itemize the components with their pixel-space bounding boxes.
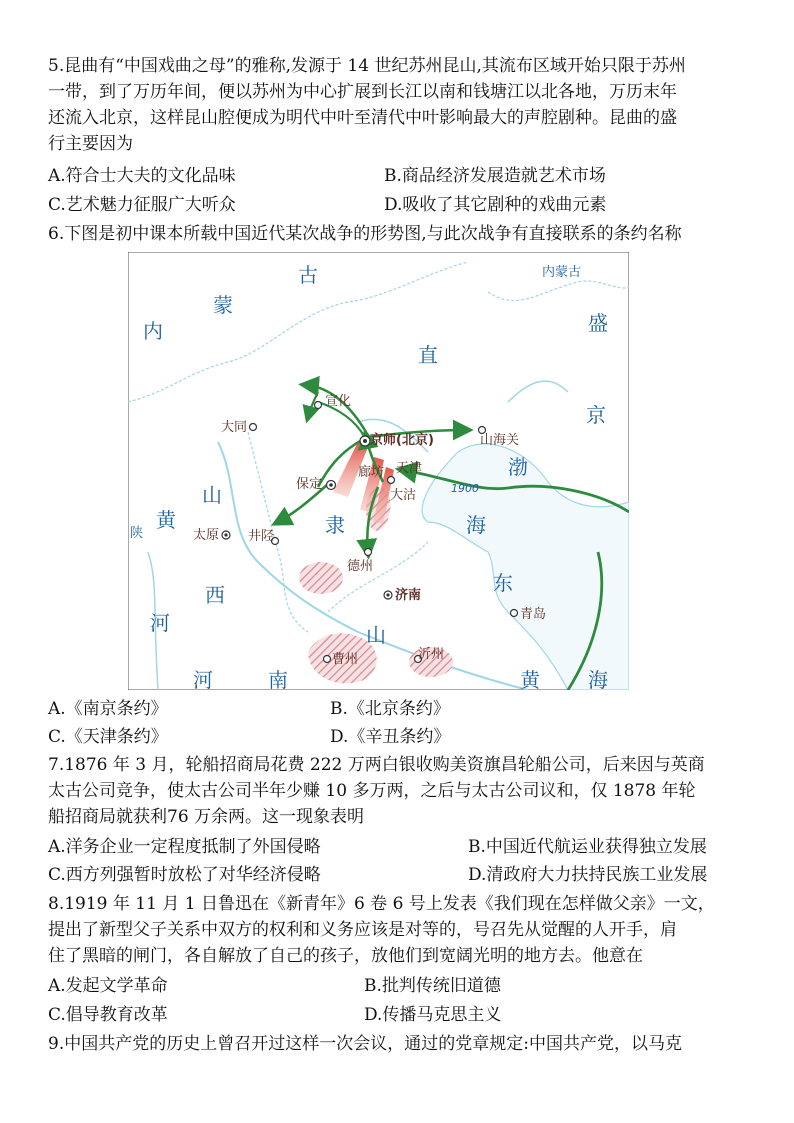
q8-option-b: B.批判传统旧道德 <box>364 976 501 996</box>
q7-line-1: 7.1876 年 3 月，轮船招商局花费 222 万两白银收购美资旗昌轮船公司，后来因与英商 <box>48 755 705 775</box>
region-label-neimenggu: 内蒙古 <box>542 265 582 280</box>
q7-option-d: D.清政府大力扶持民族工业发展 <box>468 865 708 885</box>
city-label-shanhaiguan: 山海关 <box>480 433 520 448</box>
region-label-bo: 渤 <box>508 455 528 479</box>
city-label-taiyuan: 太原 <box>193 528 220 543</box>
q7-option-a: A.洋务企业一定程度抵制了外国侵略 <box>48 837 321 857</box>
region-label-gu: 古 <box>298 263 318 287</box>
region-label-sheng: 盛 <box>588 311 608 335</box>
region-label-huanghai-hai: 海 <box>588 668 608 690</box>
route-year-label: 1900 <box>451 482 479 495</box>
q8-line-1: 8.1919 年 11 月 1 日鲁迅在《新青年》6 卷 6 号上发表《我们现在怎样做父亲》一文， <box>48 894 715 914</box>
city-label-caozhou: 曹州 <box>332 652 359 667</box>
q7-option-b: B.中国近代航运业获得独立发展 <box>468 837 707 857</box>
region-label-li: 隶 <box>325 513 345 537</box>
region-label-meng: 蒙 <box>213 293 233 317</box>
region-label-shandong-shan: 山 <box>366 623 386 647</box>
region-label-shan: 山 <box>202 483 222 507</box>
q7-line-2: 太古公司竞争，使太古公司半年少赚 10 多万两，之后与太古公司议和，仅 1878 年轮 <box>48 781 696 801</box>
region-label-nan: 南 <box>268 668 288 690</box>
war-situation-map <box>128 252 629 690</box>
city-label-jingshi: 京师(北京) <box>370 433 434 448</box>
q8-option-c: C.倡导教育改革 <box>48 1005 168 1025</box>
q8-line-3: 住了黑暗的闸门，各自解放了自己的孩子，放他们到宽阔光明的地方去。他意在 <box>48 946 643 966</box>
q8-option-d: D.传播马克思主义 <box>364 1005 502 1025</box>
region-label-he-river: 河 <box>150 611 170 635</box>
city-label-qingdao: 青岛 <box>520 607 547 622</box>
q6-option-d: D.《辛丑条约》 <box>330 727 451 747</box>
region-label-hai: 海 <box>466 513 486 537</box>
q5-line-2: 一带，到了万历年间，便以苏州为中心扩展到长江以南和钱塘江以北各地，万历末年 <box>48 82 677 102</box>
region-label-xi: 西 <box>205 583 225 607</box>
city-marker-xuanhua <box>315 402 322 409</box>
region-label-jing: 京 <box>586 403 606 427</box>
region-label-huanghai-huang: 黄 <box>520 668 540 690</box>
q7-option-c: C.西方列强暂时放松了对华经济侵略 <box>48 865 321 885</box>
q9-line-1: 9.中国共产党的历史上曾召开过这样一次会议，通过的党章规定:中国共产党，以马克 <box>48 1034 682 1054</box>
q6-option-b: B.《北京条约》 <box>330 699 450 719</box>
region-label-nei: 内 <box>143 319 163 343</box>
region-label-shaan: 陕 <box>130 526 144 541</box>
city-label-dagu: 大沽 <box>390 488 417 503</box>
q5-option-d: D.吸收了其它剧种的戏曲元素 <box>384 195 607 215</box>
city-label-xuanhua: 宣化 <box>325 394 352 409</box>
q5-option-a: A.符合士大夫的文化品味 <box>48 166 236 186</box>
region-label-huang: 黄 <box>156 508 176 532</box>
city-label-dezhou: 德州 <box>347 559 374 574</box>
region-label-zhi: 直 <box>418 343 438 367</box>
q6-option-a: A.《南京条约》 <box>48 699 168 719</box>
q5-line-4: 行主要因为 <box>48 134 133 154</box>
q5-option-c: C.艺术魅力征服广大听众 <box>48 195 236 215</box>
q5-line-3: 还流入北京，这样昆山腔便成为明代中叶至清代中叶影响最大的声腔剧种。昆曲的盛 <box>48 108 677 128</box>
city-marker-tianjin <box>388 477 395 484</box>
city-label-datong: 大同 <box>221 420 248 435</box>
city-marker-qingdao <box>511 610 518 617</box>
city-marker-caozhou <box>324 656 331 663</box>
city-label-baoding: 保定 <box>296 477 323 492</box>
city-label-jinan: 济南 <box>395 588 422 603</box>
q7-line-3: 船招商局就获利76 万余两。这一现象表明 <box>48 807 365 827</box>
q5-line-1: 5.昆曲有“中国戏曲之母”的雅称,发源于 14 世纪苏州昆山,其流布区域开始只限于苏州 <box>48 56 686 76</box>
city-label-jingxing: 井陉 <box>248 529 275 544</box>
q6-option-c: C.《天津条约》 <box>48 727 168 747</box>
q5-option-b: B.商品经济发展造就艺术市场 <box>384 166 606 186</box>
city-marker-dezhou <box>365 549 372 556</box>
q8-line-2: 提出了新型父子关系中双方的权利和义务应该是对等的，号召先从觉醒的人开手，肩 <box>48 920 677 940</box>
q6-stem: 6.下图是初中课本所载中国近代某次战争的形势图,与此次战争有直接联系的条约名称 <box>48 224 682 244</box>
city-marker-datong <box>250 424 257 431</box>
q8-option-a: A.发起文学革命 <box>48 976 168 996</box>
city-label-yizhou: 沂州 <box>418 647 445 662</box>
region-label-he-nan-1: 河 <box>193 668 213 690</box>
region-label-dong: 东 <box>493 571 513 595</box>
city-label-tianjin: 天津 <box>396 461 423 476</box>
city-label-langfang: 廊坊 <box>358 465 385 480</box>
